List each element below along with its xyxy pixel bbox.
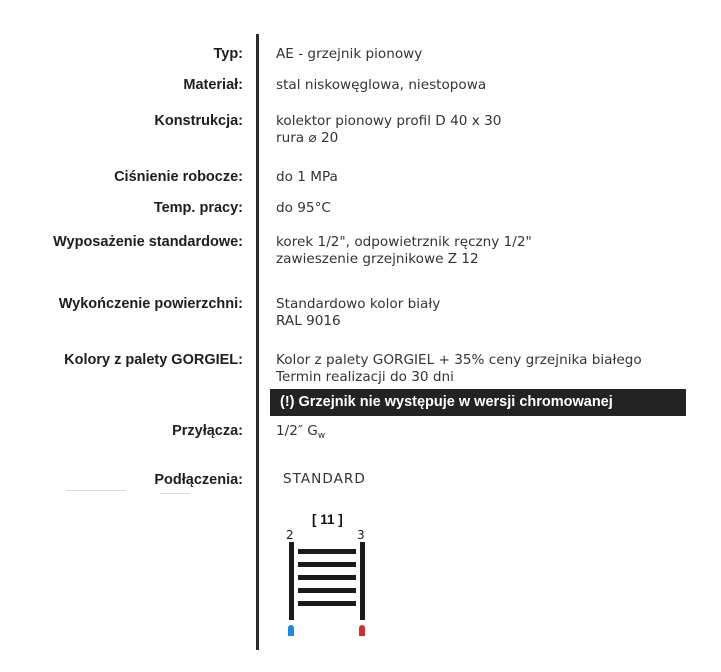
value-line: korek 1/2", odpowietrznik ręczny 1/2" xyxy=(276,234,532,250)
right-port-number: 3 xyxy=(357,528,365,542)
radiator-rung xyxy=(298,601,356,606)
label-wyposazenie: Wyposażenie standardowe: xyxy=(53,234,243,250)
value-line: Termin realizacji do 30 dni xyxy=(276,369,454,385)
label-cisnienie: Ciśnienie robocze: xyxy=(114,169,243,185)
label-podlaczenia: Podłączenia: xyxy=(154,472,243,488)
value-line: do 95°C xyxy=(276,200,331,216)
value-line: stal niskowęglowa, niestopowa xyxy=(276,77,487,93)
connection-subscript: w xyxy=(317,431,326,441)
radiator-rung xyxy=(298,588,356,593)
faint-mark xyxy=(160,493,190,494)
label-material: Materiał: xyxy=(183,77,243,93)
value-line: kolektor pionowy profil D 40 x 30 xyxy=(276,113,502,129)
value-kolory xyxy=(276,352,642,386)
value-line: do 1 MPa xyxy=(276,169,338,185)
diagram-code: [ 11 ] xyxy=(312,512,343,527)
hot-supply-marker xyxy=(359,625,365,636)
radiator-rung xyxy=(298,575,356,580)
value-line: Standardowo kolor biały xyxy=(276,296,441,312)
value-przylacza xyxy=(276,423,325,445)
faint-mark xyxy=(66,490,126,491)
radiator-rung xyxy=(298,562,356,567)
value-cisnienie xyxy=(276,169,338,186)
left-collector-pipe xyxy=(289,542,294,620)
value-wyposazenie xyxy=(276,234,532,268)
label-przylacza: Przyłącza: xyxy=(172,423,243,439)
value-material xyxy=(276,77,486,94)
value-konstrukcja xyxy=(276,113,501,147)
left-port-number: 2 xyxy=(286,528,294,542)
value-podlaczenia: STANDARD xyxy=(283,471,366,487)
label-kolory: Kolory z palety GORGIEL: xyxy=(64,352,243,368)
value-typ xyxy=(276,46,422,63)
label-wykonczenie: Wykończenie powierzchni: xyxy=(58,296,243,312)
label-konstrukcja: Konstrukcja: xyxy=(154,113,243,129)
value-temp xyxy=(276,200,331,217)
value-wykonczenie xyxy=(276,296,440,330)
value-line: RAL 9016 xyxy=(276,313,341,329)
cold-return-marker xyxy=(288,625,294,636)
right-collector-pipe xyxy=(360,542,365,620)
value-line: Kolor z palety GORGIEL + 35% ceny grzejnika białego xyxy=(276,352,642,368)
radiator-rung xyxy=(298,549,356,554)
value-line: AE - grzejnik pionowy xyxy=(276,46,423,62)
chrome-warning-banner: (!) Grzejnik nie występuje w wersji chromowanej xyxy=(270,389,686,416)
value-line: zawieszenie grzejnikowe Z 12 xyxy=(276,251,479,267)
label-temp: Temp. pracy: xyxy=(153,200,243,216)
vertical-divider xyxy=(256,34,259,650)
value-line: rura ⌀ 20 xyxy=(276,130,339,146)
connection-diagram xyxy=(278,508,378,640)
connection-size: 1/2″ G xyxy=(276,423,318,439)
label-typ: Typ: xyxy=(213,46,243,62)
